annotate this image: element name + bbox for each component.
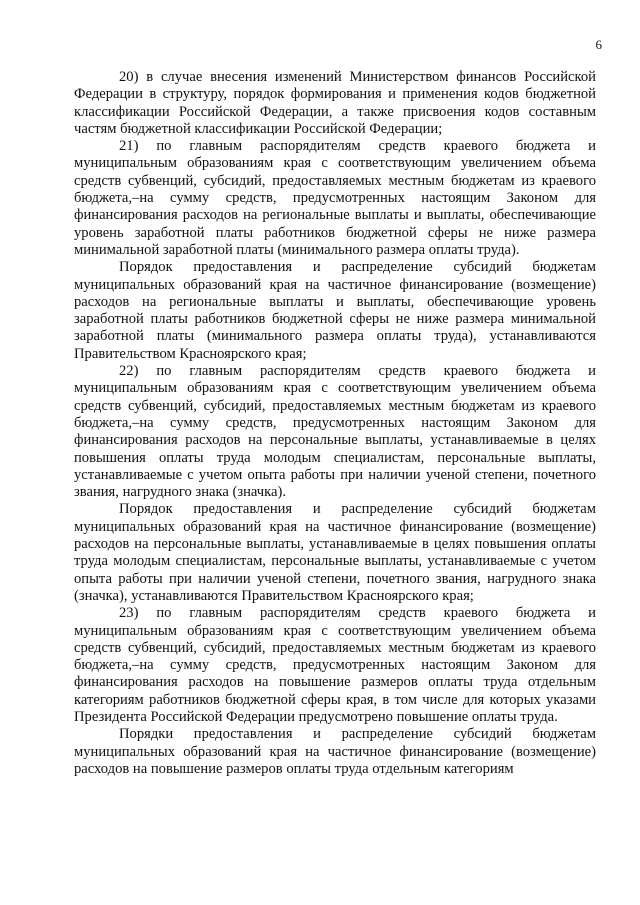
paragraph-item-22: 22) по главным распорядителям средств краевого бюджета и муниципальным образованиям края с соответствующим увеличением объема средств субвенций, субсидий, предоставляемых местным бюджетам из краевого бюджета,–на сумму средств, предусмотренных настоящим Законом для финансирования расходов на персональные выплаты, устанавливаемые в целях повышения оплаты труда молодым специалистам, персональные выплаты, устанавливаемые с учетом опыта работы при наличии ученой степени, почетного звания, нагрудного знака (значка). [74,363,596,501]
paragraph-item-20: 20) в случае внесения изменений Министерством финансов Российской Федерации в структуру, порядок формирования и применения кодов бюджетной классификации Российской Федерации, а также присвоения кодов составным частям бюджетной классификации Российской Федерации; [74,69,596,137]
document-body [74,69,596,778]
paragraph-item-23: 23) по главным распорядителям средств краевого бюджета и муниципальным образованиям края с соответствующим увеличением объема средств субвенций, субсидий, предоставляемых местным бюджетам из краевого бюджета,–на сумму средств, предусмотренных настоящим Законом для финансирования расходов на повышение размеров оплаты труда отдельным категориям работников бюджетной сферы края, в том числе для которых указами Президента Российской Федерации предусмотрено повышение оплаты труда. [74,605,596,725]
paragraph-item-21: 21) по главным распорядителям средств краевого бюджета и муниципальным образованиям края с соответствующим увеличением объема средств субвенций, субсидий, предоставляемых местным бюджетам из краевого бюджета,–на сумму средств, предусмотренных настоящим Законом для финансирования расходов на региональные выплаты и выплаты, обеспечивающие уровень заработной платы работников бюджетной сферы не ниже размера минимальной заработной платы (минимального размера оплаты труда). [74,138,596,258]
page-number: 6 [595,37,602,52]
paragraph-procedures-wage-increase: Порядки предоставления и распределение субсидий бюджетам муниципальных образований края на частичное финансирование (возмещение) расходов на повышение размеров оплаты труда отдельным категориям [74,726,596,777]
paragraph-procedure-personal-payments: Порядок предоставления и распределение субсидий бюджетам муниципальных образований края на частичное финансирование (возмещение) расходов на персональные выплаты, устанавливаемые в целях повышения оплаты труда молодым специалистам, персональные выплаты, устанавливаемые с учетом опыта работы при наличии ученой степени, почетного звания, нагрудного знака (значка), устанавливаются Правительством Красноярского края; [74,501,596,604]
paragraph-procedure-regional-payments: Порядок предоставления и распределение субсидий бюджетам муниципальных образований края на частичное финансирование (возмещение) расходов на региональные выплаты и выплаты, обеспечивающие уровень заработной платы работников бюджетной сферы не ниже размера минимальной заработной платы (минимального размера оплаты труда), устанавливаются Правительством Красноярского края; [74,259,596,362]
